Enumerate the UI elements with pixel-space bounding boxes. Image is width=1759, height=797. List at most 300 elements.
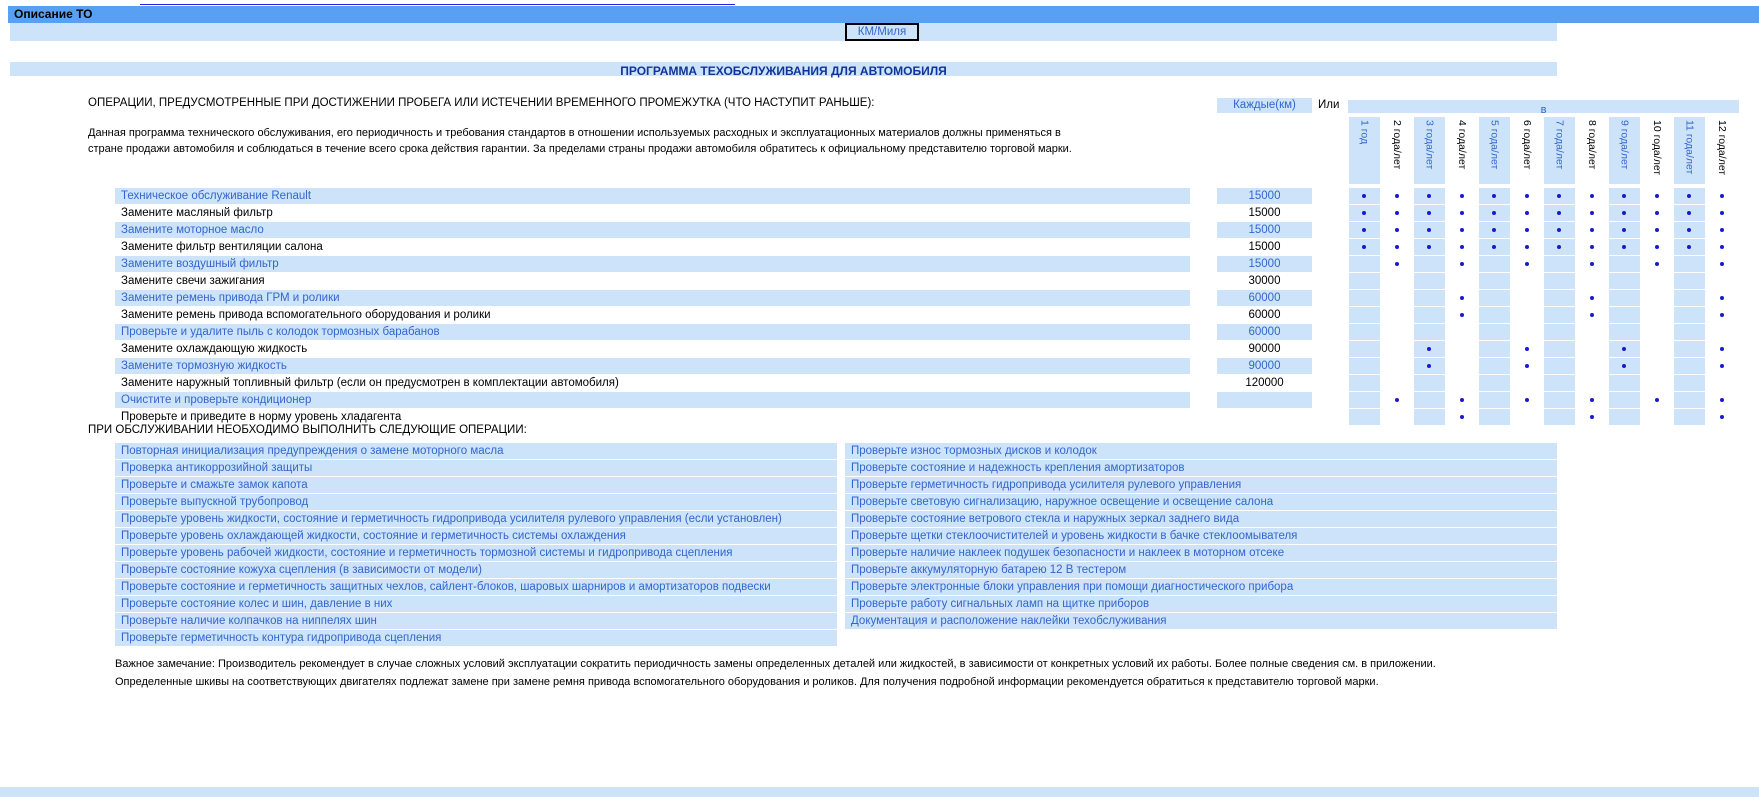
schedule-row xyxy=(0,341,1759,358)
year-cell xyxy=(1577,256,1608,272)
year-cell xyxy=(1349,222,1380,238)
year-cell xyxy=(1544,324,1575,340)
year-cell xyxy=(1382,307,1413,323)
year-cell xyxy=(1479,358,1510,374)
year-cell xyxy=(1674,307,1705,323)
year-cell xyxy=(1609,273,1640,289)
year-cell xyxy=(1349,188,1380,204)
year-cell xyxy=(1349,307,1380,323)
year-cell xyxy=(1609,409,1640,425)
operation-label: Замените свечи зажигания xyxy=(121,275,265,287)
schedule-row xyxy=(0,205,1759,222)
checklist-item: Проверьте состояние кожуха сцепления (в зависимости от модели) xyxy=(115,562,837,578)
service-dot xyxy=(1590,415,1594,419)
operations-header: ОПЕРАЦИИ, ПРЕДУСМОТРЕННЫЕ ПРИ ДОСТИЖЕНИИ ПРОБЕГА ИЛИ ИСТЕЧЕНИИ ВРЕМЕННОГО ПРОМЕЖУТКА (ЧТО НАСТУПИТ РАНЬШЕ): xyxy=(88,97,875,109)
year-cell xyxy=(1414,392,1445,408)
operation-label: Проверьте и удалите пыль с колодок тормозных барабанов xyxy=(115,324,1190,340)
interval-km-value: 90000 xyxy=(1217,358,1312,374)
service-dot xyxy=(1460,245,1464,249)
every-km-column-header: Каждые(км) xyxy=(1217,98,1312,113)
year-column xyxy=(1674,117,1705,184)
km-mile-toggle-button[interactable]: КМ/Миля xyxy=(845,23,919,41)
year-cell xyxy=(1414,222,1445,238)
year-cell xyxy=(1674,392,1705,408)
window-titlebar xyxy=(8,6,1759,23)
year-cell xyxy=(1577,358,1608,374)
operation-label: Замените моторное масло xyxy=(115,222,1190,238)
operation-label: Замените масляный фильтр xyxy=(121,207,273,219)
service-dot xyxy=(1655,398,1659,402)
service-dot xyxy=(1622,347,1626,351)
year-cell xyxy=(1414,324,1445,340)
service-dot xyxy=(1362,211,1366,215)
year-cell xyxy=(1544,307,1575,323)
service-dot xyxy=(1622,245,1626,249)
year-cell xyxy=(1609,324,1640,340)
year-cell xyxy=(1512,290,1543,306)
operation-label: Замените воздушный фильтр xyxy=(115,256,1190,272)
year-cell xyxy=(1414,188,1445,204)
interval-km-value: 120000 xyxy=(1245,377,1284,389)
year-cell xyxy=(1479,205,1510,221)
year-cell xyxy=(1349,375,1380,391)
year-cell xyxy=(1674,256,1705,272)
year-cell xyxy=(1382,222,1413,238)
operation-label: Очистите и проверьте кондиционер xyxy=(115,392,1190,408)
service-dot xyxy=(1557,245,1561,249)
service-dot xyxy=(1427,347,1431,351)
year-cell xyxy=(1544,375,1575,391)
year-cell xyxy=(1349,392,1380,408)
year-cell xyxy=(1577,392,1608,408)
year-cell xyxy=(1577,324,1608,340)
year-cell xyxy=(1642,307,1673,323)
year-cell xyxy=(1674,205,1705,221)
year-cell xyxy=(1544,290,1575,306)
year-cell xyxy=(1349,409,1380,425)
service-dot xyxy=(1460,398,1464,402)
year-cell xyxy=(1382,290,1413,306)
year-cell xyxy=(1577,409,1608,425)
schedule-row xyxy=(0,273,1759,290)
year-dot-grid xyxy=(1348,409,1738,425)
year-cell xyxy=(1544,188,1575,204)
checklist-item: Проверьте электронные блоки управления при помощи диагностического прибора xyxy=(845,579,1557,595)
checklist-item: Проверьте состояние колес и шин, давление в них xyxy=(115,596,837,612)
year-cell xyxy=(1674,273,1705,289)
service-dot xyxy=(1590,262,1594,266)
program-note: Данная программа технического обслуживания, его периодичность и требования стандартов в отношении используемых расходных и эксплуатационных материалов должны применяться в стране продажи автомобиля и соблюдаться в течение всего срока действия гарантии. За пределами страны продажи автомобиля обратитесь к официальному представителю торговой марки. xyxy=(88,127,1072,155)
service-dot xyxy=(1362,194,1366,198)
year-cell xyxy=(1707,307,1738,323)
or-label: Или xyxy=(1318,99,1340,111)
year-column xyxy=(1577,117,1608,184)
year-dot-grid xyxy=(1348,239,1738,255)
interval-km-value: 15000 xyxy=(1248,207,1281,219)
year-cell xyxy=(1642,256,1673,272)
year-cell xyxy=(1349,358,1380,374)
year-cell xyxy=(1544,392,1575,408)
service-dot xyxy=(1525,398,1529,402)
year-cell xyxy=(1512,205,1543,221)
service-dot xyxy=(1590,228,1594,232)
year-cell xyxy=(1382,358,1413,374)
checklist-item: Проверьте уровень рабочей жидкости, состояние и герметичность тормозной системы и гидропривода сцепления xyxy=(115,545,837,561)
service-dot xyxy=(1590,194,1594,198)
service-dot xyxy=(1557,211,1561,215)
service-dot xyxy=(1655,211,1659,215)
service-dot xyxy=(1622,364,1626,368)
year-cell xyxy=(1382,341,1413,357)
year-cell xyxy=(1642,205,1673,221)
interval-km-value: 60000 xyxy=(1217,290,1312,306)
service-dot xyxy=(1492,228,1496,232)
year-cell xyxy=(1642,188,1673,204)
checklist-item: Проверьте щетки стеклоочистителей и уровень жидкости в бачке стеклоомывателя xyxy=(845,528,1557,544)
year-cell xyxy=(1479,375,1510,391)
year-column-label: 2 года/лет xyxy=(1390,120,1403,170)
schedule-row xyxy=(0,222,1759,239)
page-label: Описание ТО xyxy=(14,7,93,21)
year-column-label: 3 года/лет xyxy=(1423,120,1436,170)
year-cell xyxy=(1414,273,1445,289)
toolbar xyxy=(10,23,1557,41)
checklist-item: Проверьте уровень жидкости, состояние и герметичность гидропривода усилителя рулевого управления (если установлен) xyxy=(115,511,837,527)
checklist-item: Проверьте уровень охлаждающей жидкости, состояние и герметичность системы охлаждения xyxy=(115,528,837,544)
year-cell xyxy=(1479,222,1510,238)
year-cell xyxy=(1512,375,1543,391)
year-column-label: 6 года/лет xyxy=(1520,120,1533,170)
year-cell xyxy=(1707,392,1738,408)
year-dot-grid xyxy=(1348,341,1738,357)
year-cell xyxy=(1609,358,1640,374)
year-cell xyxy=(1414,239,1445,255)
service-dot xyxy=(1720,398,1724,402)
year-column xyxy=(1642,117,1673,184)
year-cell xyxy=(1674,239,1705,255)
year-cell xyxy=(1447,273,1478,289)
year-cell xyxy=(1512,358,1543,374)
year-cell xyxy=(1674,341,1705,357)
checklist-item: Проверьте состояние и герметичность защитных чехлов, сайлент-блоков, шаровых шарниров и амортизаторов подвески xyxy=(115,579,837,595)
checklist-item: Проверьте и смажьте замок капота xyxy=(115,477,837,493)
interval-km-value: 90000 xyxy=(1248,343,1281,355)
year-cell xyxy=(1642,324,1673,340)
checklist-header: ПРИ ОБСЛУЖИВАНИИ НЕОБХОДИМО ВЫПОЛНИТЬ СЛЕДУЮЩИЕ ОПЕРАЦИИ: xyxy=(88,424,527,436)
year-cell xyxy=(1642,341,1673,357)
year-column-label: 12 года/лет xyxy=(1715,120,1728,176)
year-cell xyxy=(1577,222,1608,238)
year-cell xyxy=(1707,239,1738,255)
service-dot xyxy=(1427,194,1431,198)
service-dot xyxy=(1655,262,1659,266)
year-cell xyxy=(1609,341,1640,357)
year-cell xyxy=(1512,222,1543,238)
year-cell xyxy=(1577,290,1608,306)
year-cell xyxy=(1382,273,1413,289)
year-cell xyxy=(1642,409,1673,425)
year-cell xyxy=(1414,205,1445,221)
year-column xyxy=(1512,117,1543,184)
checklist-left-column xyxy=(115,443,837,647)
year-cell xyxy=(1512,239,1543,255)
service-dot xyxy=(1720,262,1724,266)
service-dot xyxy=(1720,228,1724,232)
operation-label: Замените ремень привода ГРМ и ролики xyxy=(115,290,1190,306)
service-dot xyxy=(1460,228,1464,232)
year-cell xyxy=(1447,290,1478,306)
service-dot xyxy=(1492,211,1496,215)
year-cell xyxy=(1349,239,1380,255)
year-cell xyxy=(1707,341,1738,357)
schedule-row xyxy=(0,324,1759,341)
checklist-item: Проверьте состояние ветрового стекла и наружных зеркал заднего вида xyxy=(845,511,1557,527)
service-dot xyxy=(1460,313,1464,317)
operation-label: Замените тормозную жидкость xyxy=(115,358,1190,374)
year-cell xyxy=(1512,256,1543,272)
schedule-row xyxy=(0,239,1759,256)
year-column-label: 4 года/лет xyxy=(1455,120,1468,170)
year-cell xyxy=(1544,358,1575,374)
year-cell xyxy=(1707,324,1738,340)
year-cell xyxy=(1609,375,1640,391)
year-cell xyxy=(1414,341,1445,357)
year-cell xyxy=(1674,324,1705,340)
year-cell xyxy=(1642,392,1673,408)
year-cell xyxy=(1609,307,1640,323)
year-cell xyxy=(1707,375,1738,391)
interval-km-value: 60000 xyxy=(1217,324,1312,340)
year-column xyxy=(1414,117,1445,184)
year-cell xyxy=(1642,358,1673,374)
year-cell xyxy=(1674,375,1705,391)
year-cell xyxy=(1707,222,1738,238)
checklist-item: Проверьте герметичность гидропривода усилителя рулевого управления xyxy=(845,477,1557,493)
year-cell xyxy=(1447,358,1478,374)
service-dot xyxy=(1427,228,1431,232)
year-dot-grid xyxy=(1348,222,1738,238)
year-dot-grid xyxy=(1348,392,1738,408)
year-column xyxy=(1349,117,1380,184)
year-cell xyxy=(1349,324,1380,340)
year-cell xyxy=(1447,222,1478,238)
page-title: ПРОГРАММА ТЕХОБСЛУЖИВАНИЯ ДЛЯ АВТОМОБИЛЯ xyxy=(620,64,947,78)
year-cell xyxy=(1349,341,1380,357)
year-cell xyxy=(1577,188,1608,204)
year-cell xyxy=(1544,256,1575,272)
year-cell xyxy=(1447,307,1478,323)
schedule-row xyxy=(0,188,1759,205)
year-dot-grid xyxy=(1348,358,1738,374)
year-cell xyxy=(1577,205,1608,221)
year-cell xyxy=(1577,239,1608,255)
year-cell xyxy=(1382,324,1413,340)
year-dot-grid xyxy=(1348,205,1738,221)
interval-km-value: 60000 xyxy=(1248,309,1281,321)
year-dot-grid xyxy=(1348,324,1738,340)
year-cell xyxy=(1447,205,1478,221)
year-column-label: 11 года/лет xyxy=(1683,120,1696,175)
year-cell xyxy=(1382,392,1413,408)
in-years-label: в xyxy=(1540,104,1547,116)
year-cell xyxy=(1707,205,1738,221)
year-cell xyxy=(1382,256,1413,272)
year-cell xyxy=(1544,341,1575,357)
operation-label: Замените ремень привода вспомогательного оборудования и ролики xyxy=(121,309,491,321)
in-years-header xyxy=(1348,100,1739,116)
year-cell xyxy=(1414,256,1445,272)
maintenance-schedule-table xyxy=(0,188,1759,426)
year-cell xyxy=(1382,409,1413,425)
service-dot xyxy=(1395,245,1399,249)
year-cell xyxy=(1674,222,1705,238)
year-cell xyxy=(1642,273,1673,289)
service-dot xyxy=(1622,228,1626,232)
year-cell xyxy=(1479,307,1510,323)
interval-km-value: 15000 xyxy=(1248,241,1281,253)
year-cell xyxy=(1349,273,1380,289)
operation-label: Замените охлаждающую жидкость xyxy=(121,343,308,355)
year-cell xyxy=(1577,375,1608,391)
year-dot-grid xyxy=(1348,256,1738,272)
year-cell xyxy=(1512,273,1543,289)
year-cell xyxy=(1447,256,1478,272)
year-cell xyxy=(1609,222,1640,238)
schedule-row xyxy=(0,290,1759,307)
year-column-label: 9 года/лет xyxy=(1618,120,1631,170)
interval-km-value: 30000 xyxy=(1248,275,1281,287)
service-dot xyxy=(1460,194,1464,198)
service-dot xyxy=(1362,228,1366,232)
operation-label: Проверьте и приведите в норму уровень хладагента xyxy=(121,411,402,423)
operation-label: Замените наружный топливный фильтр (если он предусмотрен в комплектации автомобиля) xyxy=(121,377,619,389)
year-cell xyxy=(1642,222,1673,238)
year-column-label: 10 года/лет xyxy=(1650,120,1663,176)
service-dot xyxy=(1687,211,1691,215)
year-cell xyxy=(1674,290,1705,306)
year-cell xyxy=(1609,392,1640,408)
bottom-strip xyxy=(0,787,1759,797)
checklist-item: Проверьте работу сигнальных ламп на щитке приборов xyxy=(845,596,1557,612)
interval-km-value: 15000 xyxy=(1217,256,1312,272)
service-dot xyxy=(1395,398,1399,402)
checklist-right-column xyxy=(845,443,1557,630)
year-cell xyxy=(1479,341,1510,357)
service-dot xyxy=(1525,194,1529,198)
year-cell xyxy=(1544,239,1575,255)
year-cell xyxy=(1707,290,1738,306)
operation-label: Замените фильтр вентиляции салона xyxy=(121,241,323,253)
year-cell xyxy=(1707,188,1738,204)
year-cell xyxy=(1609,256,1640,272)
year-cell xyxy=(1512,188,1543,204)
service-dot xyxy=(1525,262,1529,266)
year-cell xyxy=(1609,188,1640,204)
year-column xyxy=(1609,117,1640,184)
year-dot-grid xyxy=(1348,375,1738,391)
service-dot xyxy=(1720,296,1724,300)
service-dot xyxy=(1395,211,1399,215)
year-dot-grid xyxy=(1348,290,1738,306)
year-cell xyxy=(1707,256,1738,272)
year-cell xyxy=(1479,256,1510,272)
schedule-row xyxy=(0,358,1759,375)
year-cell xyxy=(1674,188,1705,204)
interval-km-value xyxy=(1217,392,1312,408)
year-cell xyxy=(1447,324,1478,340)
service-dot xyxy=(1655,228,1659,232)
interval-km-value: 15000 xyxy=(1217,222,1312,238)
year-cell xyxy=(1414,375,1445,391)
year-dot-grid xyxy=(1348,188,1738,204)
year-cell xyxy=(1512,341,1543,357)
service-dot xyxy=(1525,211,1529,215)
service-dot xyxy=(1395,228,1399,232)
checklist-item: Документация и расположение наклейки техобслуживания xyxy=(845,613,1557,629)
checklist-item: Проверьте наличие наклеек подушек безопасности и наклеек в моторном отсеке xyxy=(845,545,1557,561)
year-column-label: 5 года/лет xyxy=(1488,120,1501,170)
year-cell xyxy=(1447,239,1478,255)
service-dot xyxy=(1720,194,1724,198)
year-cell xyxy=(1447,188,1478,204)
service-dot xyxy=(1395,194,1399,198)
year-cell xyxy=(1512,307,1543,323)
year-cell xyxy=(1447,409,1478,425)
service-dot xyxy=(1395,262,1399,266)
year-cell xyxy=(1349,256,1380,272)
service-dot xyxy=(1427,364,1431,368)
year-cell xyxy=(1512,324,1543,340)
year-column-label: 8 года/лет xyxy=(1585,120,1598,170)
year-cell xyxy=(1479,188,1510,204)
year-cell xyxy=(1577,273,1608,289)
year-dot-grid xyxy=(1348,307,1738,323)
service-dot xyxy=(1590,211,1594,215)
year-cell xyxy=(1447,375,1478,391)
service-dot xyxy=(1720,211,1724,215)
service-dot xyxy=(1460,211,1464,215)
service-dot xyxy=(1460,415,1464,419)
service-dot xyxy=(1720,415,1724,419)
service-dot xyxy=(1362,245,1366,249)
footer-note: Определенные шкивы на соответствующих двигателях подлежат замене при замене ремня привода вспомогательного оборудования и роликов. Для получения подробной информации рекомендуется обратиться к представителю торговой марки. xyxy=(115,676,1379,688)
checklist-item: Проверьте состояние и надежность крепления амортизаторов xyxy=(845,460,1557,476)
checklist-item: Повторная инициализация предупреждения о замене моторного масла xyxy=(115,443,837,459)
checklist-item: Проверьте аккумуляторную батарею 12 В тестером xyxy=(845,562,1557,578)
service-dot xyxy=(1720,313,1724,317)
checklist-item: Проверьте герметичность контура гидропривода сцепления xyxy=(115,630,837,646)
checklist-item: Проверьте износ тормозных дисков и колодок xyxy=(845,443,1557,459)
operation-label: Техническое обслуживание Renault xyxy=(115,188,1190,204)
year-cell xyxy=(1512,392,1543,408)
year-cell xyxy=(1447,392,1478,408)
year-cell xyxy=(1642,290,1673,306)
service-dot xyxy=(1655,194,1659,198)
year-cell xyxy=(1479,392,1510,408)
year-cell xyxy=(1447,341,1478,357)
year-cell xyxy=(1382,205,1413,221)
year-columns-header xyxy=(1348,117,1738,184)
year-cell xyxy=(1707,409,1738,425)
truncated-link[interactable] xyxy=(140,0,735,5)
service-dot xyxy=(1460,296,1464,300)
year-cell xyxy=(1609,205,1640,221)
year-cell xyxy=(1642,375,1673,391)
year-cell xyxy=(1609,290,1640,306)
year-column xyxy=(1544,117,1575,184)
year-column xyxy=(1479,117,1510,184)
year-column xyxy=(1707,117,1738,184)
